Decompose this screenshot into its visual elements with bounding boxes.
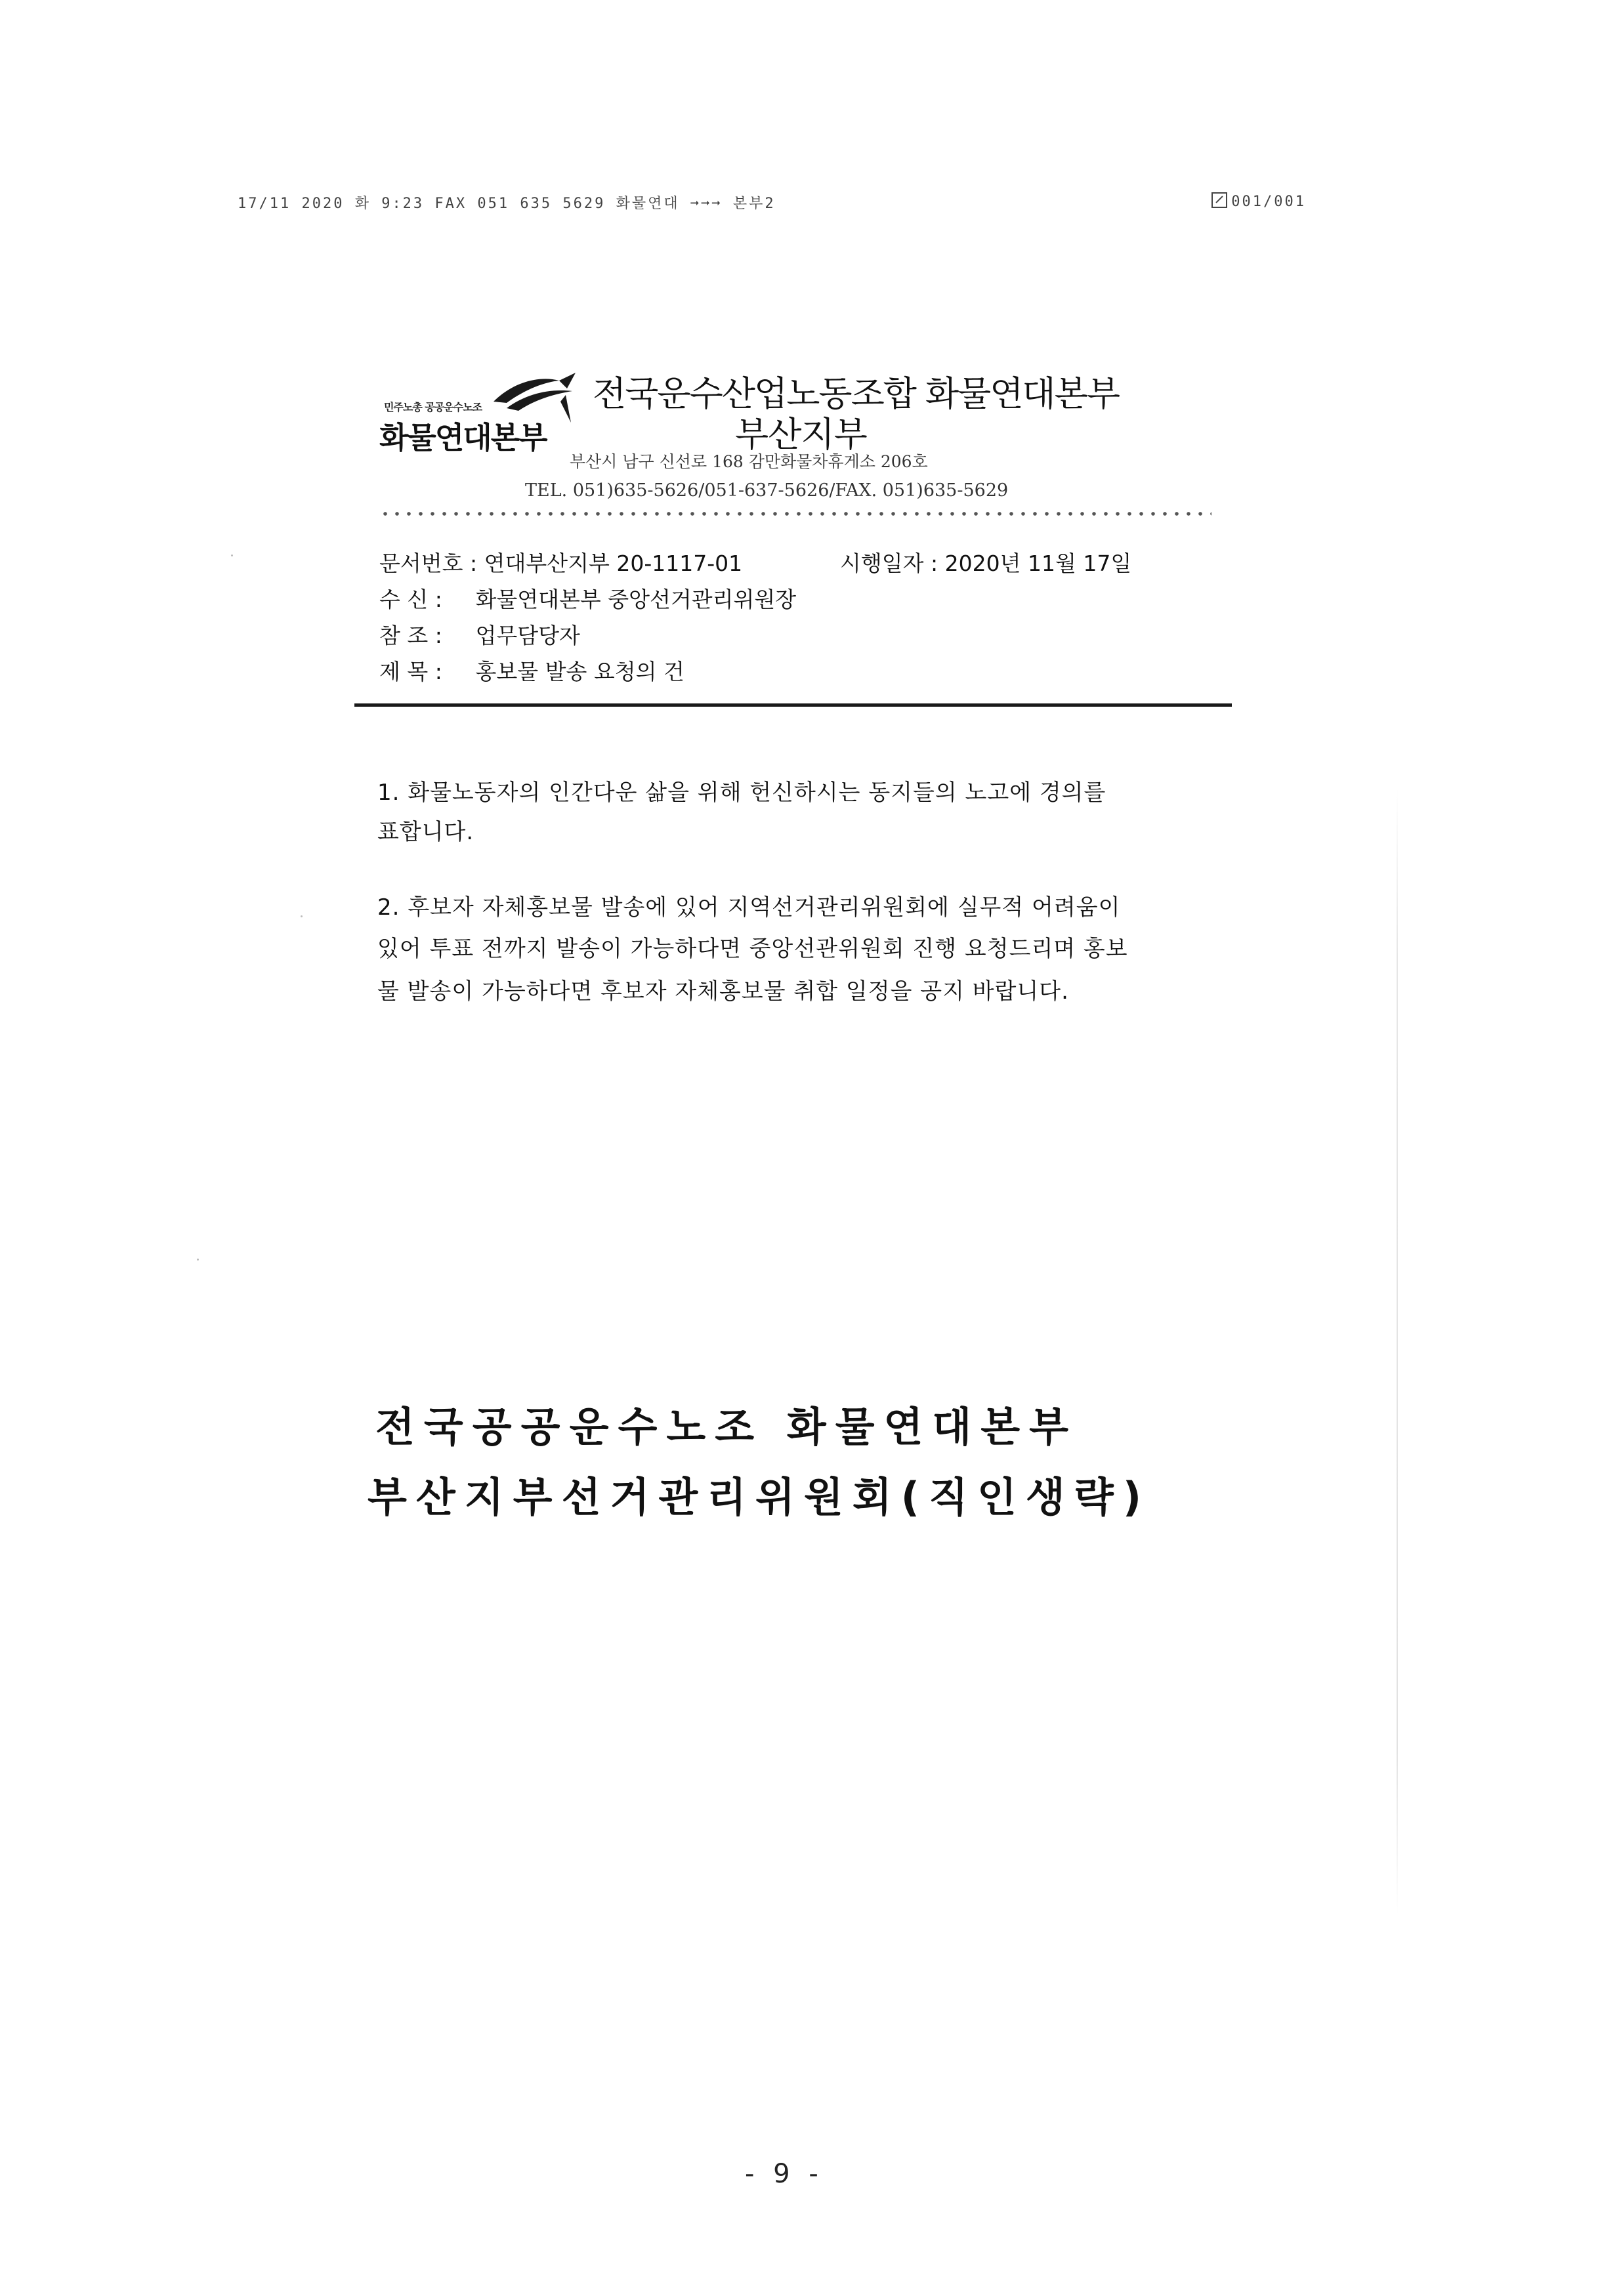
dotted-divider: [379, 511, 1211, 517]
doc-recipient: [379, 583, 796, 614]
logo-main-text: 화물연대본부: [379, 420, 547, 455]
doc-reference-label: 참 조 :: [379, 623, 442, 648]
page-number: - 9 -: [745, 2159, 824, 2189]
branch-name: 부산지부: [735, 415, 867, 455]
doc-date: [840, 547, 1131, 577]
doc-subject: [379, 655, 684, 686]
fax-header-line: 17/11 2020 화 9:23 FAX 051 635 5629 화물연대 ➞➞➞ 본부2: [238, 196, 776, 212]
doc-number-value: 연대부산지부 20-1117-01: [484, 551, 743, 576]
doc-number-label: 문서번호 :: [379, 551, 478, 576]
logo-union-text: 민주노총 공공운수노조: [384, 401, 482, 413]
logo-swoosh-icon: [487, 362, 579, 428]
header-divider: [354, 703, 1232, 707]
fax-page-icon: [1211, 192, 1227, 208]
fax-page-count: [1211, 192, 1306, 210]
doc-reference: [379, 619, 580, 650]
body-paragraph-1-line-1: 1. 화물노동자의 인간다운 삶을 위해 헌신하시는 동지들의 노고에 경의를: [377, 780, 1106, 806]
scan-edge-artifact: [1397, 787, 1398, 1916]
scan-speck: [231, 554, 233, 556]
doc-date-label: 시행일자 :: [840, 551, 938, 576]
doc-recipient-label: 수 신 :: [379, 587, 442, 612]
body-paragraph-1-line-2: 표합니다.: [377, 819, 474, 845]
signature-line-2: 부산지부선거관리위원회(직인생략): [368, 1473, 1151, 1521]
doc-subject-value: 홍보물 발송 요청의 건: [475, 659, 684, 684]
body-paragraph-2-line-1: 2. 후보자 자체홍보물 발송에 있어 지역선거관리위원회에 실무적 어려움이: [377, 894, 1121, 921]
body-paragraph-2-line-2: 있어 투표 전까지 발송이 가능하다면 중앙선관위원회 진행 요청드리며 홍보: [377, 936, 1128, 962]
body-paragraph-2-line-3: 물 발송이 가능하다면 후보자 자체홍보물 취합 일정을 공지 바랍니다.: [377, 978, 1069, 1005]
signature-line-1: 전국공공운수노조 화물연대본부: [375, 1403, 1078, 1451]
org-name: 전국운수산업노동조합 화물연대본부: [593, 374, 1120, 414]
org-contact: TEL. 051)635-5626/051-637-5626/FAX. 051)635-5629: [525, 480, 1009, 501]
scan-speck: [301, 915, 303, 917]
doc-number: [379, 547, 742, 577]
doc-subject-label: 제 목 :: [379, 659, 442, 684]
scan-speck: [197, 1259, 199, 1261]
org-address: 부산시 남구 신선로 168 감만화물차휴게소 206호: [570, 452, 928, 471]
doc-recipient-value: 화물연대본부 중앙선거관리위원장: [475, 587, 797, 612]
doc-date-value: 2020년 11월 17일: [944, 551, 1132, 576]
fax-page-count-text: 001/001: [1231, 194, 1306, 210]
doc-reference-value: 업무담당자: [475, 623, 580, 648]
